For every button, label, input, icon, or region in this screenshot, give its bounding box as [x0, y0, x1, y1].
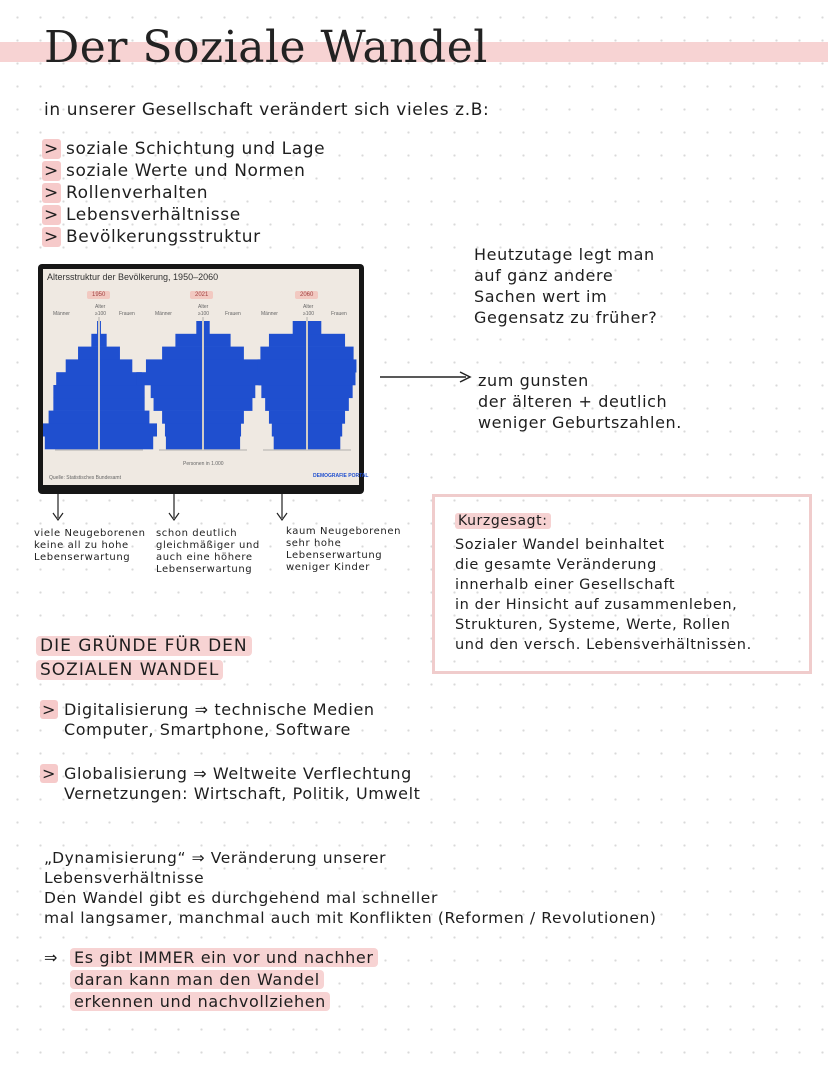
- reason-globalisierung: > Globalisierung ⇒ Weltweite Verflechtung Vernetzungen: Wirtschaft, Politik, Umwelt: [42, 764, 421, 803]
- pyramid-bar-2060-right: [308, 372, 356, 385]
- year-label: 2021: [190, 291, 213, 299]
- pyramid-bar-1950-right: [100, 334, 107, 347]
- chart-note-1950: viele Neugeborenen keine all zu hohe Lebenserwartung: [34, 528, 146, 563]
- pyramid-bar-2021-left: [136, 372, 202, 385]
- list-item: > soziale Werte und Normen: [44, 161, 306, 181]
- pyramid-bar-1950-left: [53, 385, 98, 398]
- pyramid-bar-1950-left: [45, 436, 98, 449]
- men-label: Männer: [261, 311, 278, 317]
- pyramid-bar-2021-left: [196, 321, 202, 334]
- pyramid-bar-2060-right: [308, 321, 321, 334]
- pyramid-bar-1950-left: [97, 321, 98, 334]
- pyramid-bar-2021-left: [175, 334, 202, 347]
- pyramid-bar-2021-right: [204, 334, 231, 347]
- pyramid-bar-2021-right: [204, 398, 252, 411]
- pyramid-bar-2060-left: [269, 334, 306, 347]
- list-item: > soziale Schichtung und Lage: [44, 139, 326, 159]
- pyramid-bar-2021-left: [166, 436, 202, 449]
- pyramid-bar-2021-right: [204, 411, 244, 424]
- pyramid-bar-1950-right: [100, 372, 142, 385]
- pyramid-bar-2060-right: [308, 411, 345, 424]
- population-pyramid-chart: [38, 264, 369, 494]
- pyramid-bar-2021-left: [154, 398, 202, 411]
- list-item: > Lebensverhältnisse: [44, 205, 241, 225]
- pyramid-bar-2021-left: [165, 423, 202, 436]
- year-label: 1950: [87, 291, 110, 299]
- pyramid-bar-2060-left: [260, 347, 306, 360]
- summary-text: Sozialer Wandel beinhaltet die gesamte Veränderung innerhalb einer Gesellschaft in der Hinsicht auf zusammenleben, Strukturen, Systeme, Werte, Rollen und den versch. Lebensverhältnissen.: [455, 537, 752, 653]
- chart-note-2021: schon deutlich gleichmäßiger und auch eine höhere Lebenserwartung: [156, 528, 260, 575]
- pyramid-bar-2021-right: [204, 321, 210, 334]
- pyramid-plot: [43, 269, 359, 485]
- pyramid-bar-2060-right: [308, 334, 345, 347]
- arrow-marker-icon: >: [44, 183, 59, 203]
- pyramid-bar-2060-right: [308, 423, 342, 436]
- arrow-marker-icon: >: [44, 161, 59, 181]
- chart-title: Altersstruktur der Bevölkerung, 1950–2060: [47, 272, 219, 282]
- pyramid-bar-2060-left: [293, 321, 306, 334]
- reasons-heading: DIE GRÜNDE FÜR DEN SOZIALEN WANDEL: [36, 636, 252, 680]
- pyramid-bar-1950-right: [100, 385, 145, 398]
- pyramid-bar-2021-left: [162, 347, 202, 360]
- women-label: Frauen: [225, 311, 241, 317]
- axis-label: Alter: [303, 304, 314, 310]
- pyramid-bar-1950-left: [91, 334, 98, 347]
- axis-label: Alter: [95, 304, 106, 310]
- arrow-down-icon: [48, 494, 68, 524]
- chart-source: Quelle: Statistisches Bundesamt: [49, 475, 121, 481]
- note-today: Heutzutage legt man auf ganz andere Sachen wert im Gegensatz zu früher?: [474, 245, 658, 327]
- dynamisierung-text: „Dynamisierung“ ⇒ Veränderung unserer Lebensverhältnisse Den Wandel gibt es durchgehend mal schneller mal langsamer, manchmal auch mit Konflikten (Reformen / Revolutionen): [44, 849, 657, 927]
- note-arrow: zum gunsten der älteren + deutlich weniger Geburtszahlen.: [478, 371, 682, 432]
- axis-label: Alter: [198, 304, 209, 310]
- changes-list: [42, 138, 325, 248]
- pyramid-bar-1950-right: [100, 347, 120, 360]
- pyramid-bar-2060-left: [269, 411, 306, 424]
- pyramid-bar-2021-left: [146, 359, 202, 372]
- arrow-down-icon: [164, 494, 184, 524]
- women-label: Frauen: [119, 311, 135, 317]
- pyramid-bar-2060-right: [308, 359, 356, 372]
- pyramid-bar-2060-left: [261, 385, 306, 398]
- arrow-down-icon: [272, 494, 292, 524]
- reason-digitalisierung: > Digitalisierung ⇒ technische Medien Computer, Smartphone, Software: [42, 700, 375, 739]
- pyramid-bar-1950-right: [100, 398, 145, 411]
- axis-top-label: ≥100: [95, 311, 107, 317]
- men-label: Männer: [155, 311, 172, 317]
- demografie-logo: DEMOGRAFIE PORTAL: [313, 473, 369, 479]
- axis-top-label: ≥100: [303, 311, 315, 317]
- pyramid-bar-2060-right: [308, 436, 340, 449]
- chart-canvas: [43, 269, 369, 485]
- pyramid-bar-1950-left: [56, 372, 98, 385]
- pyramid-bar-2060-left: [272, 423, 306, 436]
- pyramid-bar-2021-right: [204, 347, 244, 360]
- arrow-right-icon: [378, 368, 478, 386]
- chart-note-2060: kaum Neugeborenen sehr hohe Lebenserwartung weniger Kinder: [286, 526, 402, 573]
- summary-label: Kurzgesagt:: [455, 513, 551, 529]
- pyramid-bar-1950-right: [100, 423, 157, 436]
- pyramid-bar-2021-right: [204, 423, 241, 436]
- page-title: Der Soziale Wandel: [44, 22, 488, 73]
- pyramid-bar-1950-right: [100, 436, 153, 449]
- pyramid-bar-2060-left: [259, 372, 307, 385]
- pyramid-bar-1950-right: [100, 321, 101, 334]
- pyramid-bar-2060-right: [308, 385, 353, 398]
- pyramid-bar-1950-left: [53, 398, 98, 411]
- men-label: Männer: [53, 311, 70, 317]
- arrow-marker-icon: >: [42, 700, 57, 719]
- summary-box: [432, 494, 812, 674]
- pyramid-bar-2021-right: [204, 385, 255, 398]
- pyramid-bar-2060-left: [274, 436, 306, 449]
- intro-text: in unserer Gesellschaft verändert sich vieles z.B:: [44, 100, 490, 120]
- conclusion: ⇒ Es gibt IMMER ein vor und nachher daran kann man den Wandel erkennen und nachvollziehen: [44, 948, 378, 1012]
- pyramid-bar-1950-left: [66, 359, 98, 372]
- pyramid-bar-2060-left: [265, 398, 306, 411]
- implies-arrow-icon: ⇒: [44, 948, 59, 967]
- pyramid-bar-1950-left: [43, 423, 98, 436]
- arrow-marker-icon: >: [44, 227, 59, 247]
- pyramid-bar-2021-left: [162, 411, 202, 424]
- women-label: Frauen: [331, 311, 347, 317]
- pyramid-bar-2060-left: [258, 359, 306, 372]
- pyramid-bar-1950-left: [49, 411, 98, 424]
- x-axis-label: Personen in 1.000: [183, 461, 224, 467]
- arrow-marker-icon: >: [42, 764, 57, 783]
- arrow-marker-icon: >: [44, 205, 59, 225]
- pyramid-bar-2060-right: [308, 347, 354, 360]
- pyramid-bar-1950-left: [78, 347, 98, 360]
- arrow-marker-icon: >: [44, 139, 59, 159]
- year-label: 2060: [295, 291, 318, 299]
- axis-top-label: ≥100: [198, 311, 210, 317]
- pyramid-bar-2021-right: [204, 436, 240, 449]
- pyramid-bar-2021-right: [204, 359, 260, 372]
- pyramid-bar-2060-right: [308, 398, 349, 411]
- pyramid-bar-2021-left: [151, 385, 202, 398]
- pyramid-bar-1950-right: [100, 411, 149, 424]
- list-item: > Bevölkerungsstruktur: [44, 227, 261, 247]
- pyramid-bar-1950-right: [100, 359, 132, 372]
- list-item: > Rollenverhalten: [44, 183, 209, 203]
